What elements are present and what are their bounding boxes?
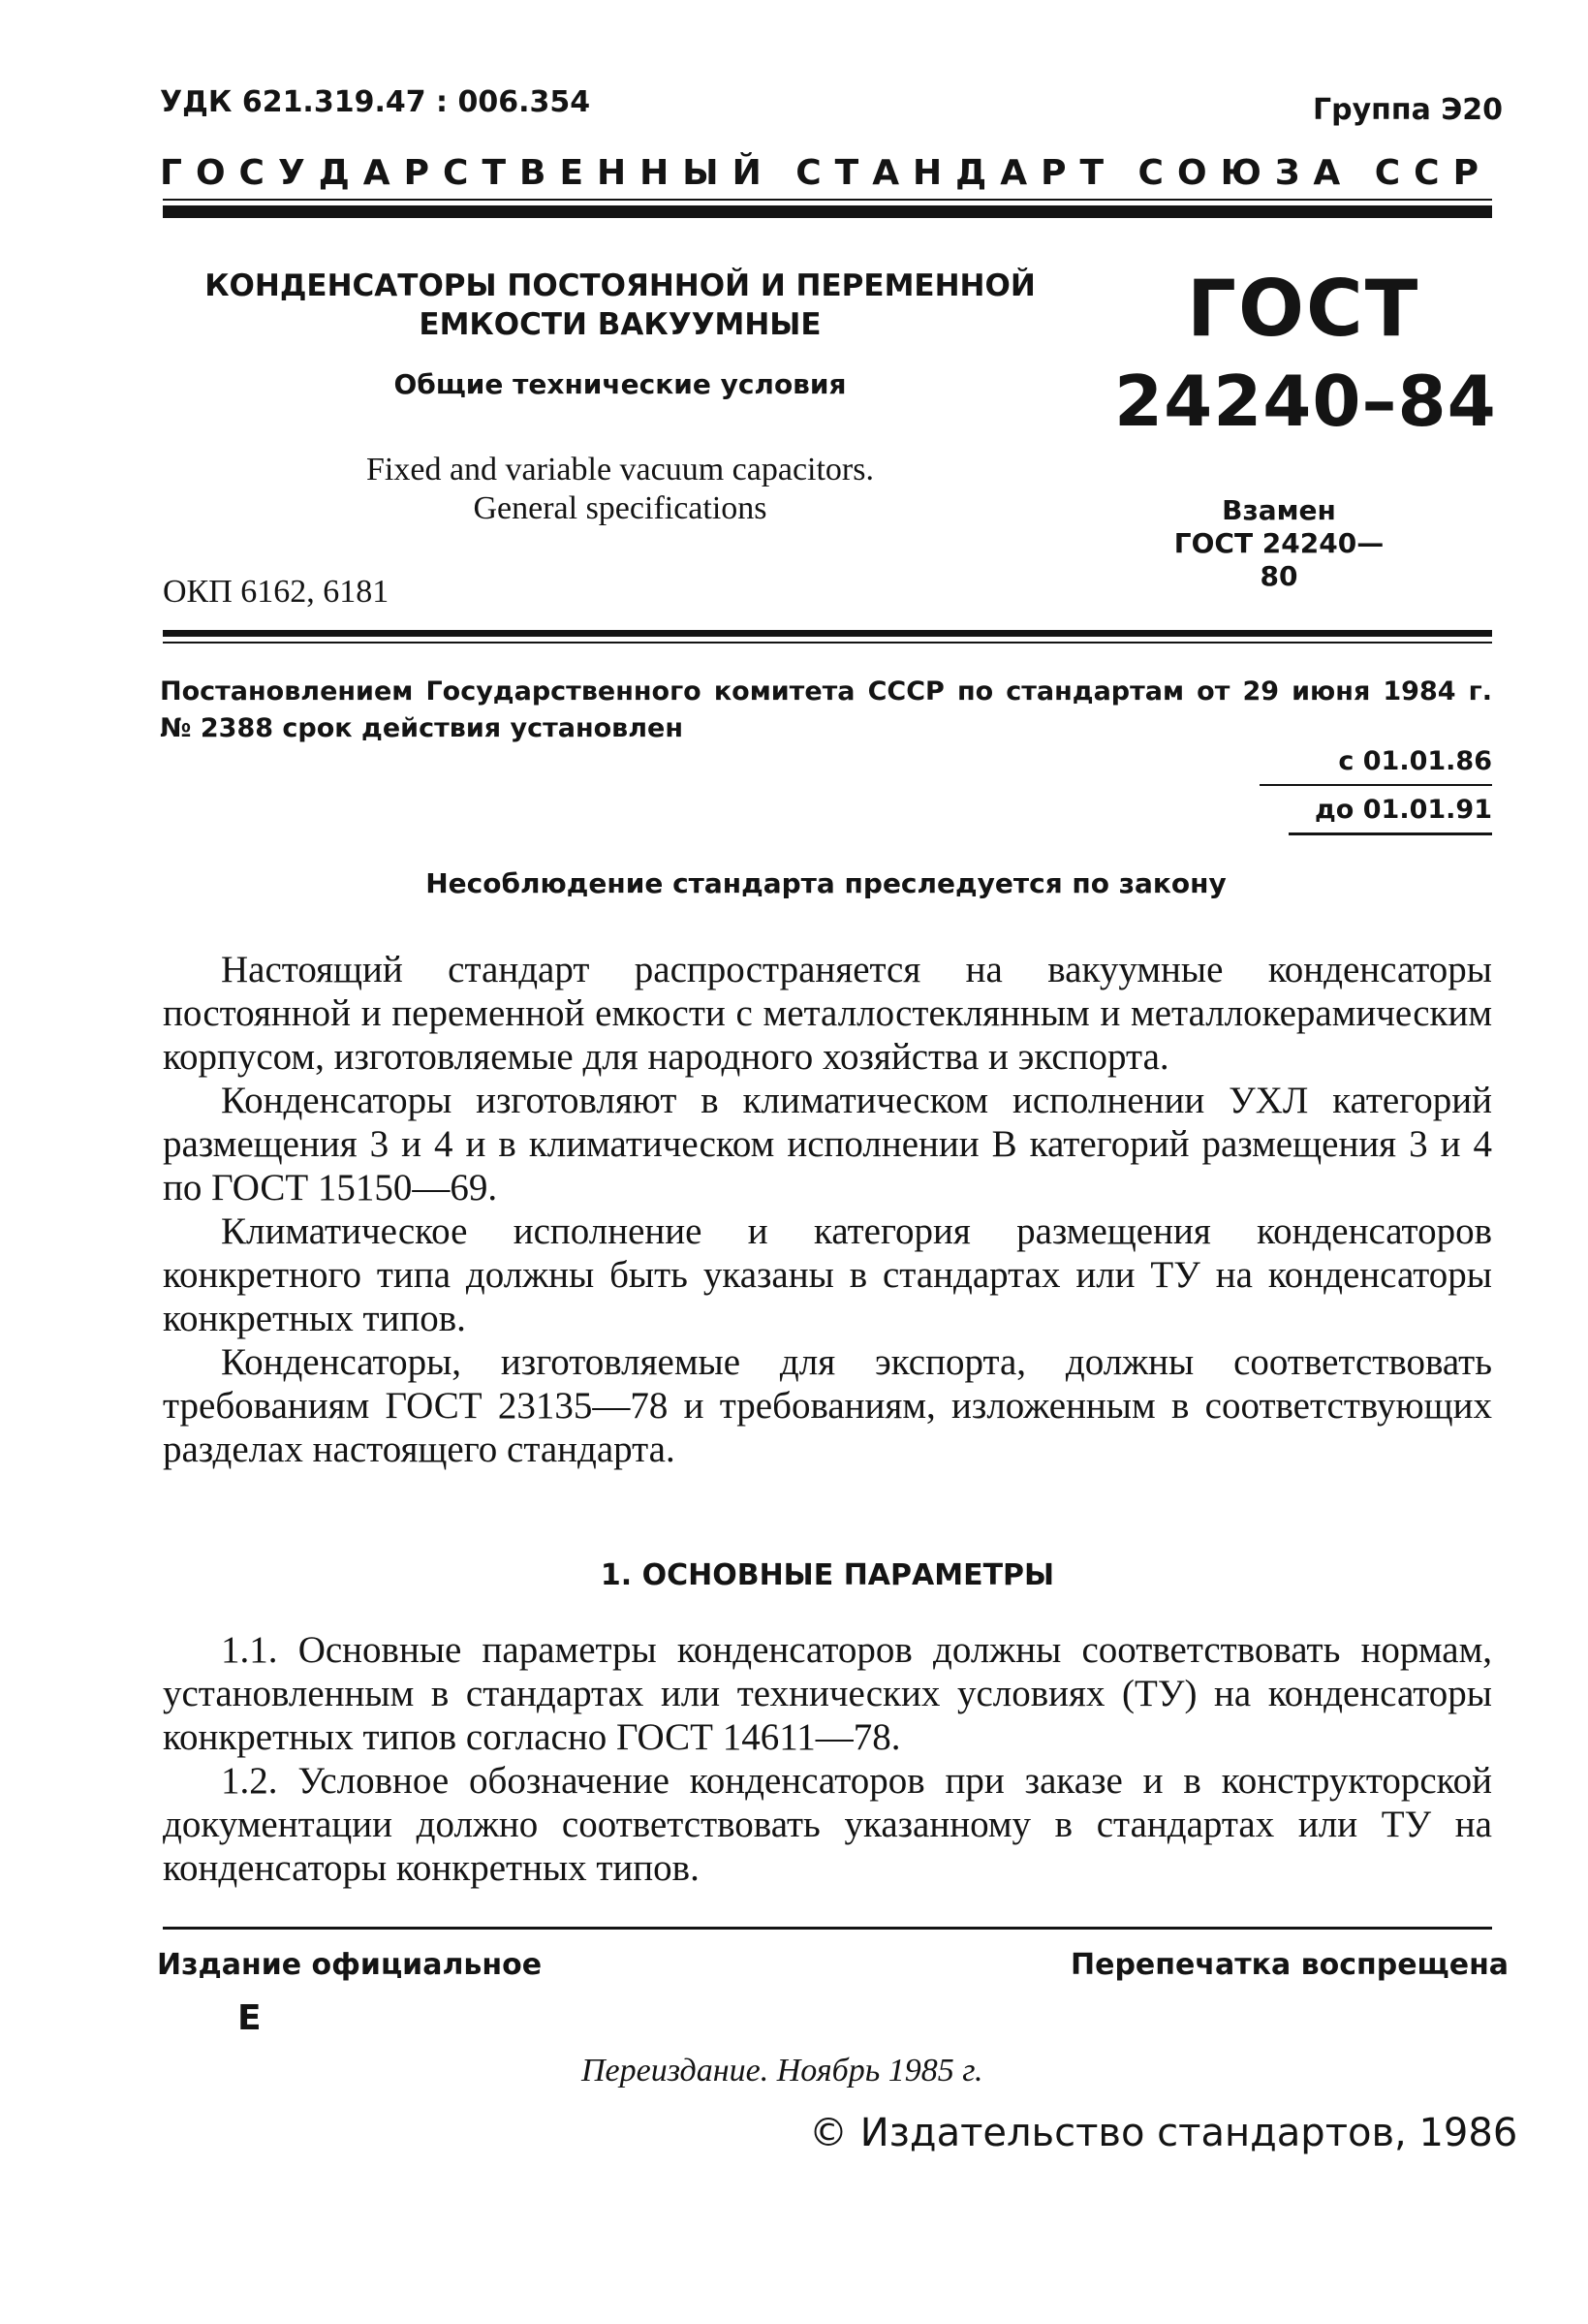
document-subtitle: Общие технические условия [393, 368, 847, 400]
english-title-line-2: General specifications [473, 490, 767, 526]
gost-label: ГОСТ [1187, 264, 1420, 354]
replaces-label: Взамен [1222, 494, 1336, 526]
reprint-notice: Перепечатка воспрещена [1071, 1948, 1510, 1982]
law-notice: Несоблюдение стандарта преследуется по закону [425, 867, 1227, 899]
header-rule-thick [163, 205, 1492, 218]
paragraph: Климатическое исполнение и категория размещения конденсаторов конкретного типа должны быть указаны в стандартах или ТУ на конденсаторы конкретных типов. [163, 1210, 1492, 1339]
paragraph: Конденсаторы изготовляют в климатическом исполнении УХЛ категорий размещения 3 и 4 и в климатическом исполнении В категорий размещения 3 и 4 по ГОСТ 15150—69. [163, 1080, 1492, 1209]
gost-number: 24240–84 [1114, 361, 1497, 442]
copyright-notice: © Издательство стандартов, 1986 [809, 2111, 1518, 2155]
title-line-2: ЕМКОСТИ ВАКУУМНЫЕ [419, 307, 822, 342]
document-title [194, 267, 1046, 344]
paragraph: 1.1. Основные параметры конденсаторов должны соответствовать нормам, установленным в стандартах или технических условиях (ТУ) на конденсаторы конкретных типов согласно ГОСТ 14611—78. [163, 1629, 1492, 1758]
state-title-word: ССР [1374, 153, 1492, 193]
udk-code: УДК 621.319.47 : 006.354 [160, 85, 591, 119]
decree-text: Постановлением Государственного комитета СССР по стандартам от 29 июня 1984 г. № 2388 срок действия установлен [160, 676, 1492, 743]
okp-code: ОКП 6162, 6181 [163, 574, 389, 610]
paragraph: 1.2. Условное обозначение конденсаторов при заказе и в конструкторской документации должно соответствовать указанному в стандартах или ТУ на конденсаторы конкретных типов. [163, 1760, 1492, 1889]
edition-letter: Е [237, 1998, 262, 2038]
state-title-word: ГОСУДАРСТВЕННЫЙ [160, 153, 775, 193]
section-heading: 1. ОСНОВНЫЕ ПАРАМЕТРЫ [600, 1558, 1055, 1592]
english-title [194, 451, 1046, 528]
english-title-line-1: Fixed and variable vacuum capacitors. [366, 452, 874, 487]
mid-rule-thick [163, 630, 1492, 637]
group-code: Группа Э20 [1313, 93, 1504, 127]
paragraph: Конденсаторы, изготовляемые для экспорта, должны соответствовать требованиям ГОСТ 23135—78 и требованиям, изложенным в соответствующих разделах настоящего стандарта. [163, 1341, 1492, 1470]
intro-body [163, 948, 1492, 1471]
mid-rule-thin [163, 642, 1492, 644]
effective-from-date: с 01.01.86 [1260, 746, 1492, 786]
section-body [163, 1628, 1492, 1890]
reissue-note: Переиздание. Ноябрь 1985 г. [581, 2053, 983, 2088]
state-title-word: СТАНДАРТ [795, 153, 1118, 193]
state-standard-title [160, 153, 1492, 193]
header-rule-thin [163, 199, 1492, 201]
paragraph: Настоящий стандарт распространяется на вакуумные конденсаторы постоянной и переменной емкости с металлостеклянным и металлокерамическим корпусом, изготовляемые для народного хозяйства и экспорта. [163, 949, 1492, 1078]
effective-to-date: до 01.01.91 [1289, 795, 1492, 835]
title-line-1: КОНДЕНСАТОРЫ ПОСТОЯННОЙ И ПЕРЕМЕННОЙ [204, 268, 1036, 303]
state-title-word: СОЮЗА [1137, 153, 1354, 193]
replaces-block [1158, 494, 1400, 593]
official-edition: Издание официальное [157, 1948, 543, 1982]
footer-rule [163, 1927, 1492, 1930]
replaces-number: ГОСТ 24240—80 [1173, 527, 1385, 592]
